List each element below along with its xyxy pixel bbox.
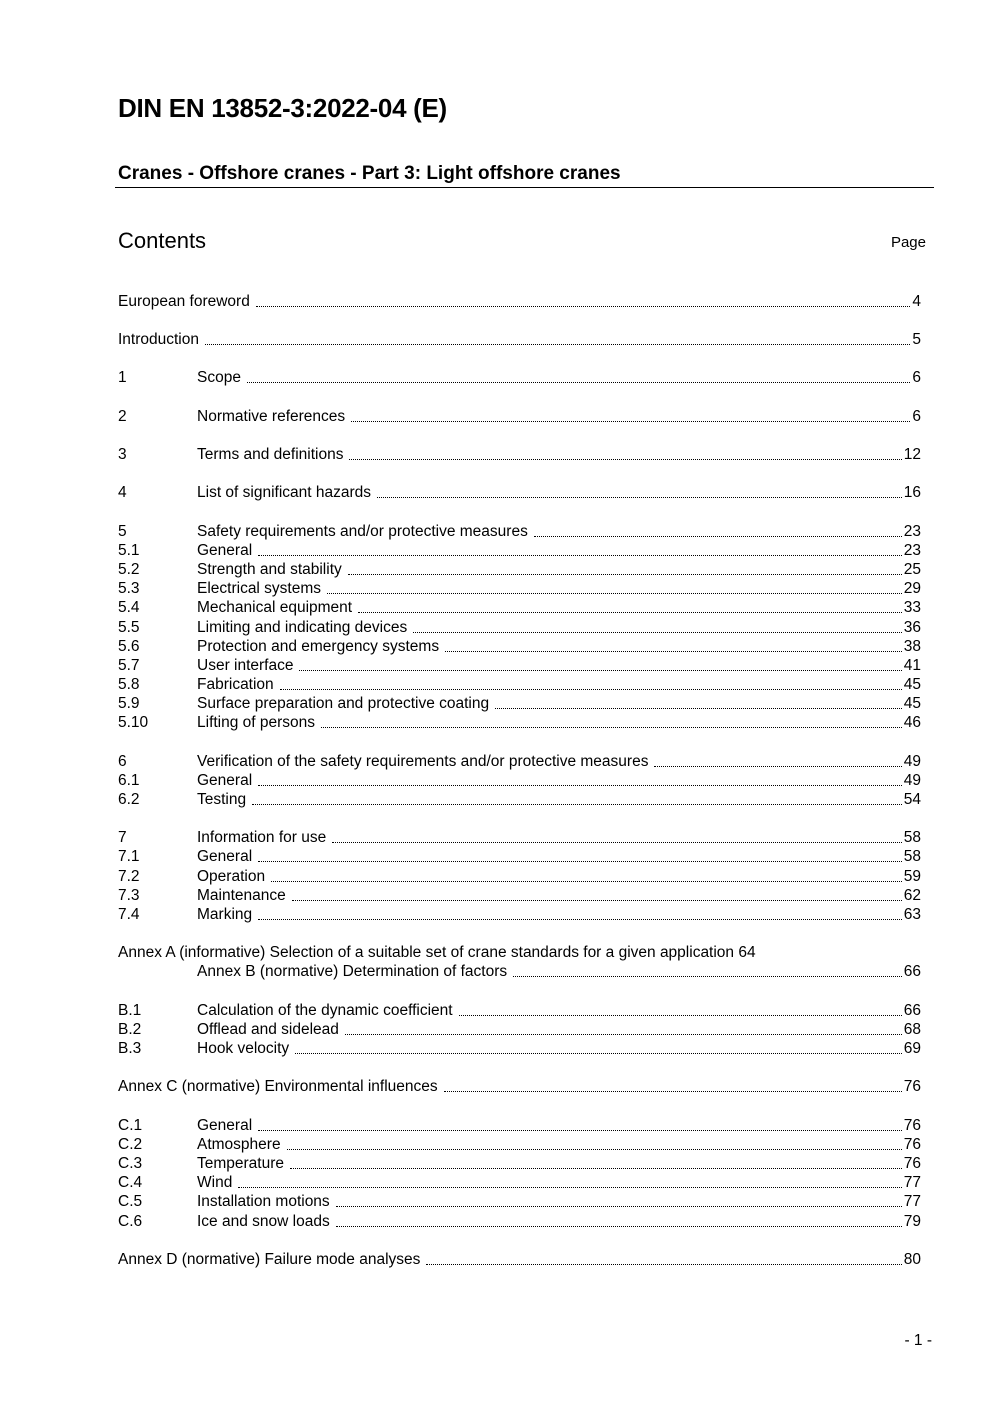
toc-entry-page: 77 — [903, 1174, 921, 1191]
dot-leader — [238, 1187, 901, 1188]
toc-entry-page: 66 — [903, 1002, 921, 1019]
toc-entry-title: Ice and snow loads — [197, 1213, 330, 1230]
toc-entry[interactable] — [118, 1136, 921, 1155]
toc-entry-number: 5.6 — [118, 638, 140, 655]
toc-entry-title: Verification of the safety requirements and/or protective measures — [197, 753, 649, 770]
toc-entry-number: C.1 — [118, 1117, 143, 1134]
toc-entry-number: C.3 — [118, 1155, 143, 1172]
toc-entry-number: 5.3 — [118, 580, 140, 597]
toc-entry[interactable] — [118, 887, 921, 906]
toc-entry[interactable] — [118, 561, 921, 580]
toc-entry-page: 41 — [903, 657, 921, 674]
toc-entry[interactable] — [118, 580, 921, 599]
toc-entry[interactable] — [118, 619, 921, 638]
dot-leader — [348, 574, 902, 575]
toc-entry[interactable] — [118, 523, 921, 542]
toc-entry[interactable] — [118, 484, 921, 503]
toc-entry-number: 3 — [118, 446, 127, 463]
toc-entry-page: 45 — [903, 676, 921, 693]
toc-entry-title: Introduction — [118, 331, 199, 348]
toc-entry-page: 6 — [912, 408, 921, 425]
toc-entry-page: 23 — [903, 542, 921, 559]
toc-entry-annex-a[interactable]: Annex A (informative) Selection of a suitable set of crane standards for a given application 64 — [118, 944, 756, 961]
toc-entry-title: General — [197, 1117, 253, 1134]
toc-entry-title: Annex B (normative) Determination of factors — [197, 963, 508, 980]
toc-entry[interactable] — [118, 638, 921, 657]
toc-entry[interactable] — [118, 331, 921, 350]
dot-leader — [513, 976, 902, 977]
toc-entry-page: 79 — [903, 1213, 921, 1230]
toc-entry-page: 49 — [903, 772, 921, 789]
toc-entry-number: 5 — [118, 523, 127, 540]
dot-leader — [336, 1226, 902, 1227]
dot-leader — [287, 1149, 902, 1150]
page-column-heading: Page — [890, 234, 926, 251]
toc-entry-number: 5.9 — [118, 695, 140, 712]
toc-entry-number: C.4 — [118, 1174, 143, 1191]
toc-entry-title: Offlead and sidelead — [197, 1021, 339, 1038]
toc-entry-page: 76 — [903, 1136, 921, 1153]
toc-entry[interactable] — [118, 1213, 921, 1232]
toc-entry[interactable] — [118, 542, 921, 561]
toc-entry[interactable] — [118, 657, 921, 676]
dot-leader — [258, 1130, 902, 1131]
document-id: DIN EN 13852-3:2022-04 (E) — [118, 93, 447, 123]
toc-entry-title: Marking — [197, 906, 253, 923]
toc-entry-page: 68 — [903, 1021, 921, 1038]
page-number: - 1 - — [904, 1332, 932, 1349]
dot-leader — [252, 804, 902, 805]
toc-entry-title: General — [197, 542, 253, 559]
toc-entry-title: Maintenance — [197, 887, 286, 904]
toc-entry-title: European foreword — [118, 293, 250, 310]
toc-entry-page: 76 — [903, 1078, 921, 1095]
dot-leader — [299, 670, 901, 671]
dot-leader — [336, 1206, 902, 1207]
toc-entry[interactable] — [118, 868, 921, 887]
toc-entry-page: 29 — [903, 580, 921, 597]
toc-entry-title: General — [197, 848, 253, 865]
toc-entry-title: Installation motions — [197, 1193, 330, 1210]
dot-leader — [258, 919, 902, 920]
toc-entry[interactable] — [118, 1117, 921, 1136]
toc-entry-title: Terms and definitions — [197, 446, 344, 463]
toc-entry-number: C.5 — [118, 1193, 143, 1210]
toc-entry-page: 54 — [903, 791, 921, 808]
toc-entry-number: 5.4 — [118, 599, 140, 616]
toc-entry-number: 5.5 — [118, 619, 140, 636]
toc-entry-title: Lifting of persons — [197, 714, 316, 731]
dot-leader — [247, 382, 910, 383]
toc-entry-title: Wind — [197, 1174, 233, 1191]
toc-entry-page: 36 — [903, 619, 921, 636]
dot-leader — [358, 612, 902, 613]
toc-entry-page: 63 — [903, 906, 921, 923]
toc-entry-title: Mechanical equipment — [197, 599, 353, 616]
toc-entry-page: 12 — [903, 446, 921, 463]
toc-entry-number: C.6 — [118, 1213, 143, 1230]
dot-leader — [295, 1053, 902, 1054]
toc-entry[interactable] — [118, 293, 921, 312]
toc-entry-page: 76 — [903, 1155, 921, 1172]
toc-entry-title: Limiting and indicating devices — [197, 619, 408, 636]
dot-leader — [377, 497, 902, 498]
toc-entry-page: 6 — [912, 369, 921, 386]
dot-leader — [258, 555, 902, 556]
toc-entry-number: 6.2 — [118, 791, 140, 808]
toc-entry[interactable] — [118, 906, 921, 925]
dot-leader — [345, 1034, 902, 1035]
dot-leader — [426, 1264, 901, 1265]
toc-entry-number: 6 — [118, 753, 127, 770]
toc-entry-page: 5 — [912, 331, 921, 348]
dot-leader — [327, 593, 902, 594]
toc-entry-number: 5.2 — [118, 561, 140, 578]
toc-entry[interactable] — [118, 1021, 921, 1040]
toc-entry-page: 62 — [903, 887, 921, 904]
toc-entry[interactable] — [118, 1251, 921, 1270]
toc-entry-page: 4 — [912, 293, 921, 310]
toc-entry-number: B.2 — [118, 1021, 142, 1038]
toc-entry-number: 1 — [118, 369, 127, 386]
toc-entry-page: 46 — [903, 714, 921, 731]
toc-entry[interactable] — [118, 963, 921, 982]
toc-entry-title: Information for use — [197, 829, 327, 846]
toc-entry-title: Strength and stability — [197, 561, 342, 578]
toc-entry-number: 7.4 — [118, 906, 140, 923]
toc-entry-number: B.1 — [118, 1002, 142, 1019]
toc-entry-title: Calculation of the dynamic coefficient — [197, 1002, 453, 1019]
toc-entry[interactable] — [118, 1174, 921, 1193]
toc-entry[interactable] — [118, 791, 921, 810]
toc-entry-number: 7.1 — [118, 848, 140, 865]
dot-leader — [413, 632, 902, 633]
title-rule — [115, 187, 934, 188]
dot-leader — [321, 727, 902, 728]
dot-leader — [271, 881, 902, 882]
dot-leader — [290, 1168, 902, 1169]
toc-entry-title: Electrical systems — [197, 580, 322, 597]
toc-entry-title: Surface preparation and protective coating — [197, 695, 490, 712]
toc-entry-number: 7.2 — [118, 868, 140, 885]
dot-leader — [654, 766, 901, 767]
dot-leader — [256, 306, 911, 307]
toc-entry-title: List of significant hazards — [197, 484, 372, 501]
toc-entry[interactable] — [118, 369, 921, 388]
contents-heading: Contents — [118, 228, 207, 253]
toc-entry-number: B.3 — [118, 1040, 142, 1057]
dot-leader — [292, 900, 902, 901]
toc-entry-title: Atmosphere — [197, 1136, 281, 1153]
toc-entry-number: 5.7 — [118, 657, 140, 674]
toc-entry[interactable] — [118, 695, 921, 714]
toc-entry-title: Scope — [197, 369, 241, 386]
dot-leader — [444, 1091, 902, 1092]
toc-entry-page: 69 — [903, 1040, 921, 1057]
toc-entry[interactable] — [118, 1002, 921, 1021]
toc-entry-page: 45 — [903, 695, 921, 712]
dot-leader — [280, 689, 902, 690]
toc-entry-number: 5.1 — [118, 542, 140, 559]
document-title: Cranes - Offshore cranes - Part 3: Light offshore cranes — [118, 163, 621, 184]
toc-entry[interactable] — [118, 408, 921, 427]
toc-entry[interactable] — [118, 772, 921, 791]
toc-entry-page: 80 — [903, 1251, 921, 1268]
dot-leader — [258, 785, 902, 786]
toc-entry-number: 6.1 — [118, 772, 140, 789]
toc-entry[interactable] — [118, 848, 921, 867]
toc-entry-page: 58 — [903, 848, 921, 865]
toc-entry[interactable] — [118, 676, 921, 695]
toc-entry-number: 5.10 — [118, 714, 149, 731]
toc-entry-page: 58 — [903, 829, 921, 846]
toc-entry-number: C.2 — [118, 1136, 143, 1153]
dot-leader — [205, 344, 910, 345]
toc-entry[interactable] — [118, 446, 921, 465]
toc-entry-page: 38 — [903, 638, 921, 655]
toc-entry-title: User interface — [197, 657, 294, 674]
toc-entry-number: 5.8 — [118, 676, 140, 693]
toc-entry-title: General — [197, 772, 253, 789]
dot-leader — [459, 1015, 902, 1016]
toc-entry-number: 2 — [118, 408, 127, 425]
toc-entry[interactable] — [118, 829, 921, 848]
toc-entry-title: Hook velocity — [197, 1040, 290, 1057]
toc-entry-page: 33 — [903, 599, 921, 616]
toc-entry[interactable] — [118, 1040, 921, 1059]
toc-entry[interactable] — [118, 1155, 921, 1174]
toc-entry-title: Temperature — [197, 1155, 285, 1172]
toc-entry-page: 23 — [903, 523, 921, 540]
toc-entry-number: 4 — [118, 484, 127, 501]
toc-entry-page: 66 — [903, 963, 921, 980]
toc-entry-page: 59 — [903, 868, 921, 885]
dot-leader — [258, 861, 902, 862]
toc-entry-page: 76 — [903, 1117, 921, 1134]
dot-leader — [332, 842, 902, 843]
toc-entry-title: Annex D (normative) Failure mode analyses — [118, 1251, 421, 1268]
toc-entry[interactable] — [118, 1078, 921, 1097]
toc-entry[interactable] — [118, 714, 921, 733]
toc-entry-title: Annex C (normative) Environmental influences — [118, 1078, 438, 1095]
dot-leader — [445, 651, 902, 652]
toc-entry-title: Testing — [197, 791, 247, 808]
toc-entry-page: 16 — [903, 484, 921, 501]
dot-leader — [495, 708, 902, 709]
toc-entry-number: 7.3 — [118, 887, 140, 904]
toc-entry[interactable] — [118, 599, 921, 618]
toc-entry[interactable] — [118, 753, 921, 772]
dot-leader — [351, 421, 910, 422]
dot-leader — [349, 459, 901, 460]
toc-entry[interactable] — [118, 1193, 921, 1212]
toc-entry-page: 49 — [903, 753, 921, 770]
dot-leader — [534, 536, 902, 537]
toc-entry-number: 7 — [118, 829, 127, 846]
toc-entry-title: Protection and emergency systems — [197, 638, 440, 655]
toc-entry-title: Operation — [197, 868, 266, 885]
toc-entry-title: Safety requirements and/or protective measures — [197, 523, 528, 540]
toc-entry-title: Fabrication — [197, 676, 274, 693]
toc-entry-title: Normative references — [197, 408, 346, 425]
toc-entry-page: 77 — [903, 1193, 921, 1210]
toc-entry-page: 25 — [903, 561, 921, 578]
